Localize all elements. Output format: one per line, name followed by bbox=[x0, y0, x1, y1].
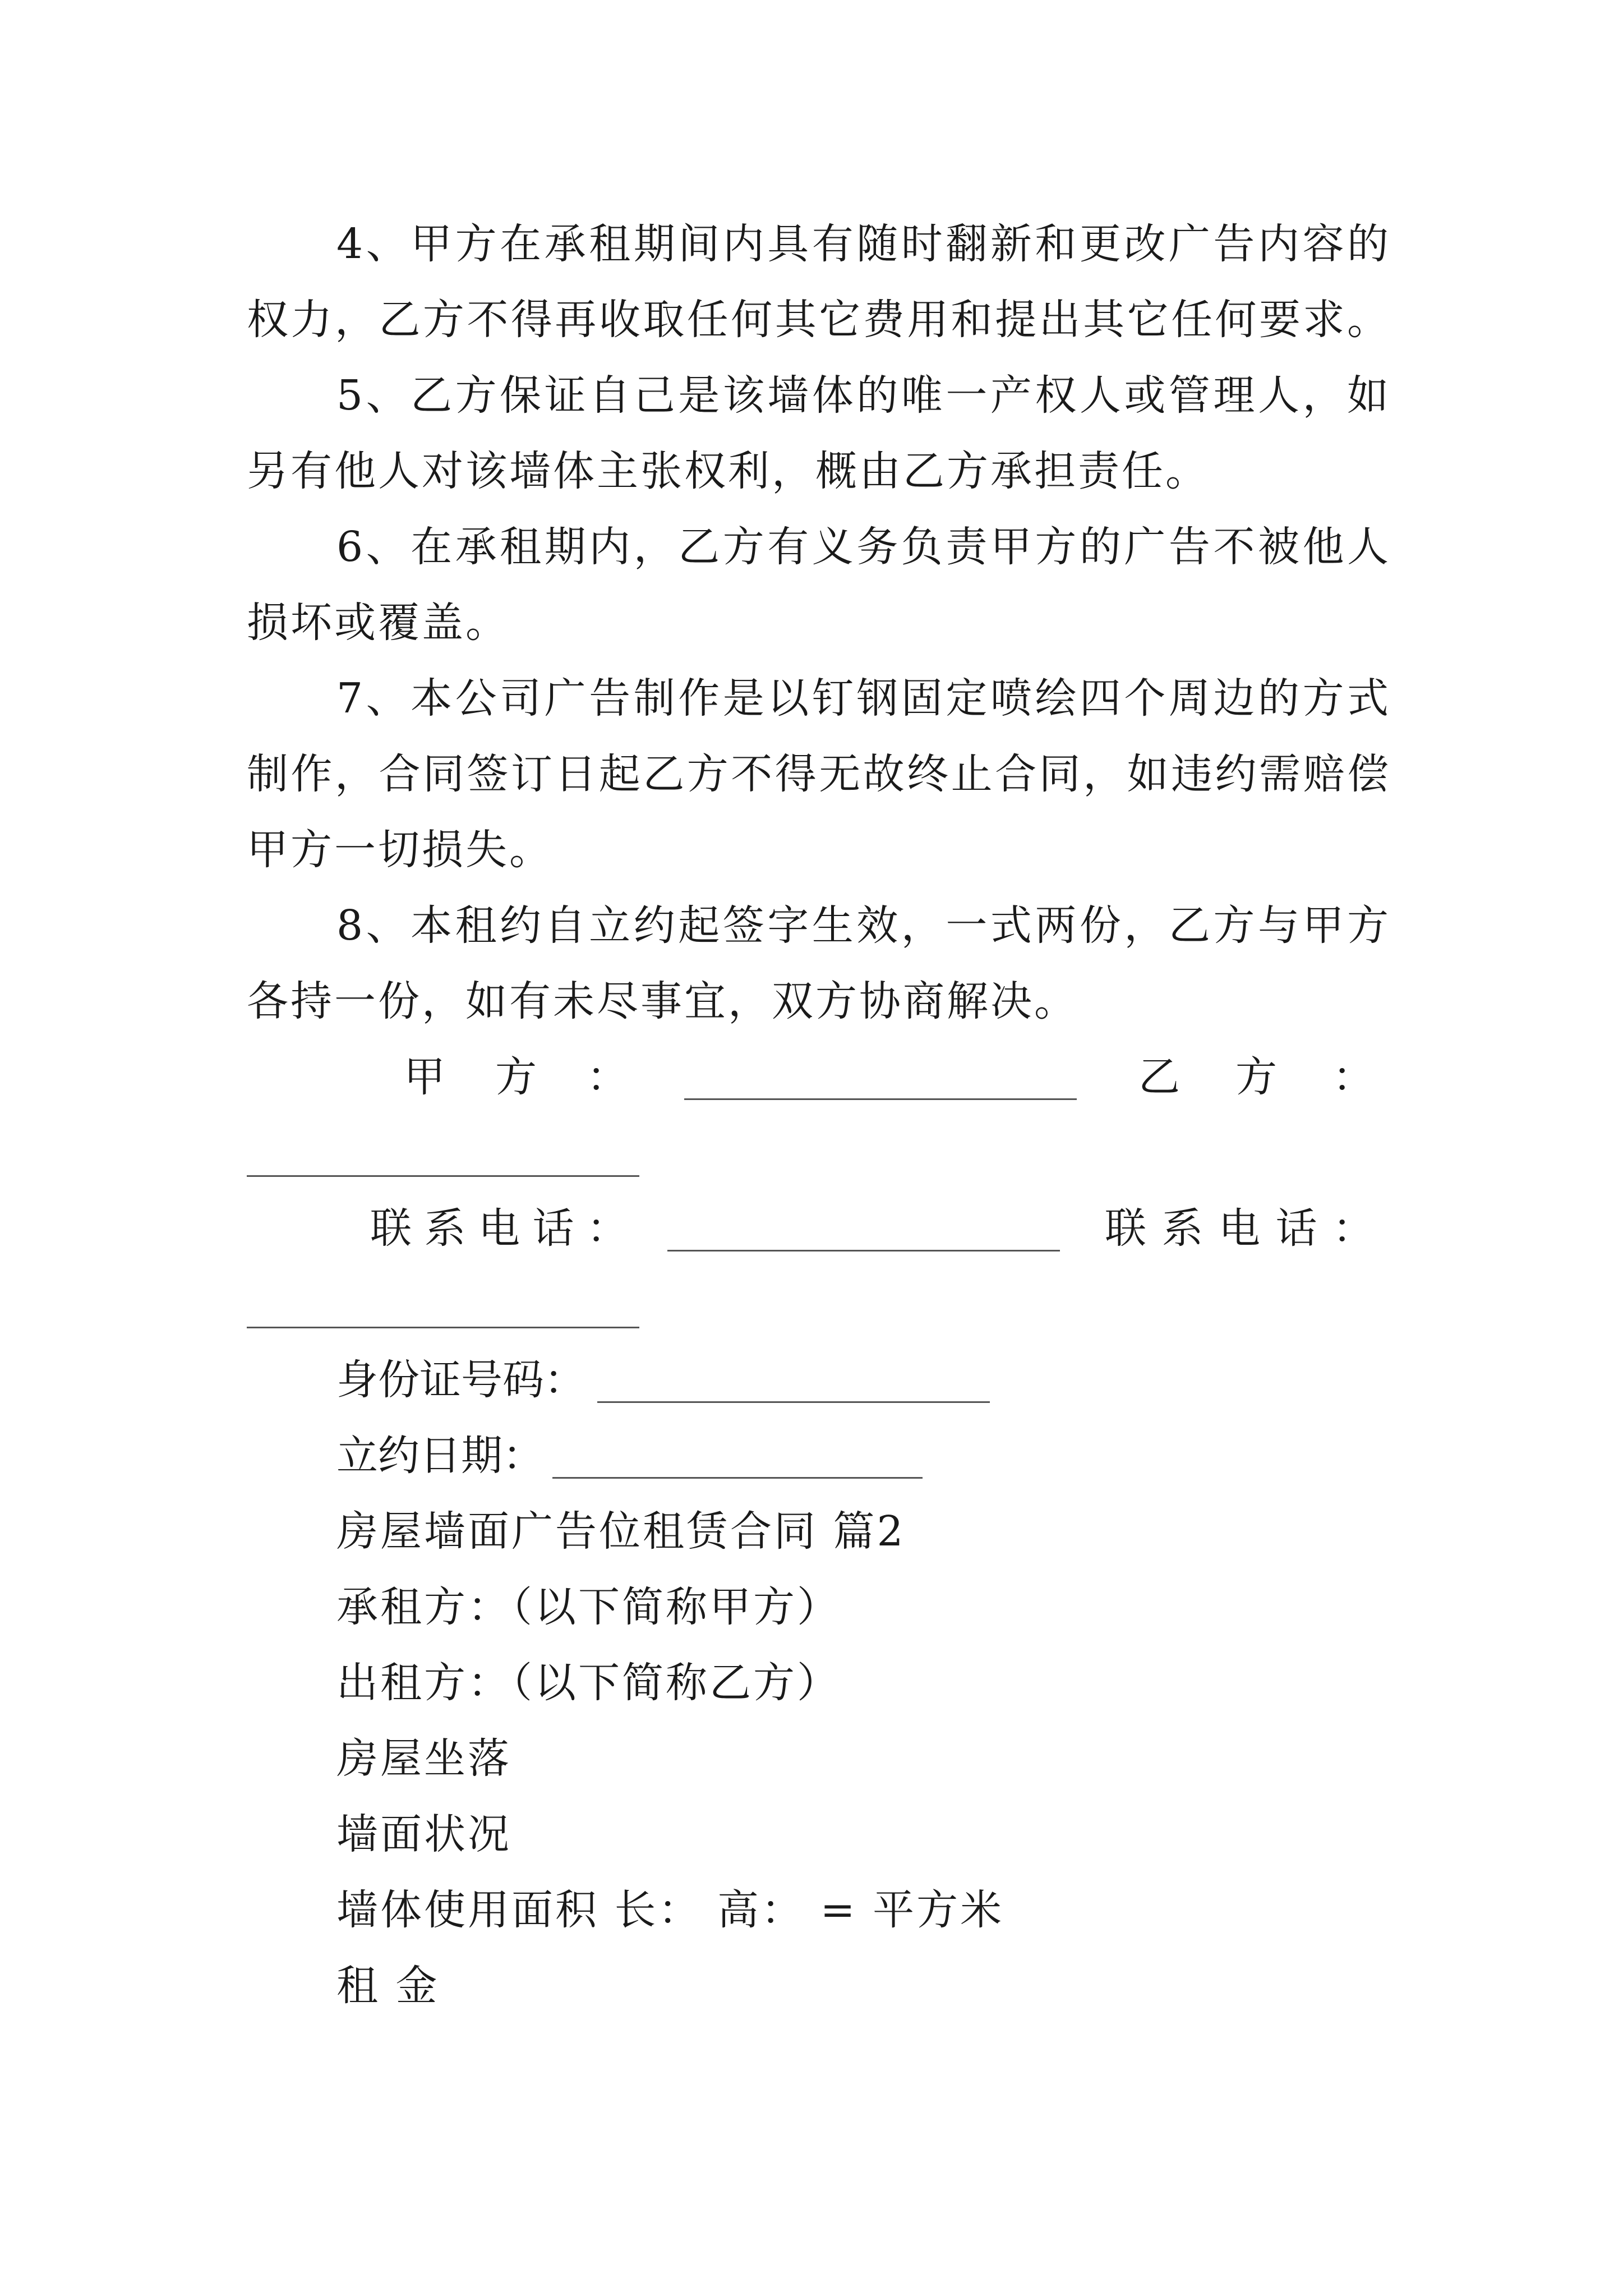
phone-b-char-1: 联 bbox=[1105, 1204, 1146, 1253]
id-number-row bbox=[336, 1352, 585, 1408]
phone-a-char-2: 系 bbox=[424, 1204, 466, 1253]
phone-a-char-1: 联 bbox=[370, 1204, 412, 1253]
id-number-blank[interactable] bbox=[597, 1396, 990, 1403]
phone-a-blank[interactable] bbox=[667, 1244, 1060, 1251]
party-b-label bbox=[1138, 1049, 1374, 1105]
phone-b-blank[interactable] bbox=[247, 1321, 639, 1328]
party-a-label-char-1: 甲 bbox=[404, 1053, 445, 1101]
paragraph-6-line-2: 损坏或覆盖。 bbox=[247, 599, 509, 647]
paragraph-8-line-2: 各持一份，如有未尽事宜，双方协商解决。 bbox=[247, 977, 1078, 1025]
paragraph-5-line-2: 另有他人对该墙体主张权利，概由乙方承担责任。 bbox=[247, 447, 1209, 495]
paragraph-8-line-1: 8、本租约自立约起签字生效，一式两份，乙方与甲方 bbox=[336, 901, 1391, 950]
sign-date-blank[interactable] bbox=[552, 1471, 923, 1479]
area-line: 墙体使用面积 长： 高： = 平方米 bbox=[336, 1886, 1004, 1934]
phone-a-label bbox=[370, 1200, 628, 1257]
paragraph-6-line-1: 6、在承租期内，乙方有义务负责甲方的广告不被他人 bbox=[336, 523, 1391, 571]
location-line: 房屋坐落 bbox=[336, 1734, 511, 1783]
wall-status-line: 墙面状况 bbox=[336, 1810, 511, 1858]
phone-b-char-2: 系 bbox=[1161, 1204, 1204, 1253]
phone-a-char-4: 话 bbox=[532, 1204, 574, 1253]
party-b-label-char-2: 方 bbox=[1235, 1053, 1277, 1101]
phone-b-char-5: ： bbox=[1332, 1204, 1374, 1253]
party-a-label bbox=[404, 1049, 628, 1105]
phone-a-char-3: 电 bbox=[478, 1204, 520, 1253]
paragraph-7-line-1: 7、本公司广告制作是以钉钢固定喷绘四个周边的方式 bbox=[336, 674, 1391, 723]
phone-b-char-3: 电 bbox=[1219, 1204, 1260, 1253]
paragraph-7-line-3: 甲方一切损失。 bbox=[247, 826, 553, 874]
paragraph-4-line-1: 4、甲方在承租期间内具有随时翻新和更改广告内容的 bbox=[336, 220, 1391, 268]
phone-a-char-5: ： bbox=[587, 1204, 628, 1253]
paragraph-5-line-1: 5、乙方保证自己是该墙体的唯一产权人或管理人，如 bbox=[336, 371, 1391, 420]
phone-b-label bbox=[1105, 1200, 1374, 1257]
party-a-blank[interactable] bbox=[684, 1093, 1077, 1100]
paragraph-4-line-2: 权力，乙方不得再收取任何其它费用和提出其它任何要求。 bbox=[247, 296, 1391, 344]
rent-line: 租 金 bbox=[336, 1962, 440, 2010]
lessee-line: 承租方：（以下简称甲方） bbox=[336, 1583, 841, 1631]
lessor-line: 出租方：（以下简称乙方） bbox=[336, 1659, 841, 1707]
sign-date-row bbox=[336, 1428, 544, 1484]
sign-date-label: 立约日期： bbox=[336, 1432, 544, 1480]
party-b-label-char-3: ： bbox=[1332, 1053, 1374, 1101]
party-a-label-char-2: 方 bbox=[495, 1053, 537, 1101]
section-2-title: 房屋墙面广告位租赁合同 篇2 bbox=[336, 1507, 906, 1556]
id-number-label: 身份证号码： bbox=[336, 1356, 585, 1404]
party-b-blank[interactable] bbox=[247, 1170, 639, 1177]
party-a-label-char-3: ： bbox=[587, 1053, 628, 1101]
phone-b-char-4: 话 bbox=[1275, 1204, 1317, 1253]
paragraph-7-line-2: 制作，合同签订日起乙方不得无故终止合同，如违约需赔偿 bbox=[247, 750, 1391, 798]
party-b-label-char-1: 乙 bbox=[1138, 1053, 1180, 1101]
